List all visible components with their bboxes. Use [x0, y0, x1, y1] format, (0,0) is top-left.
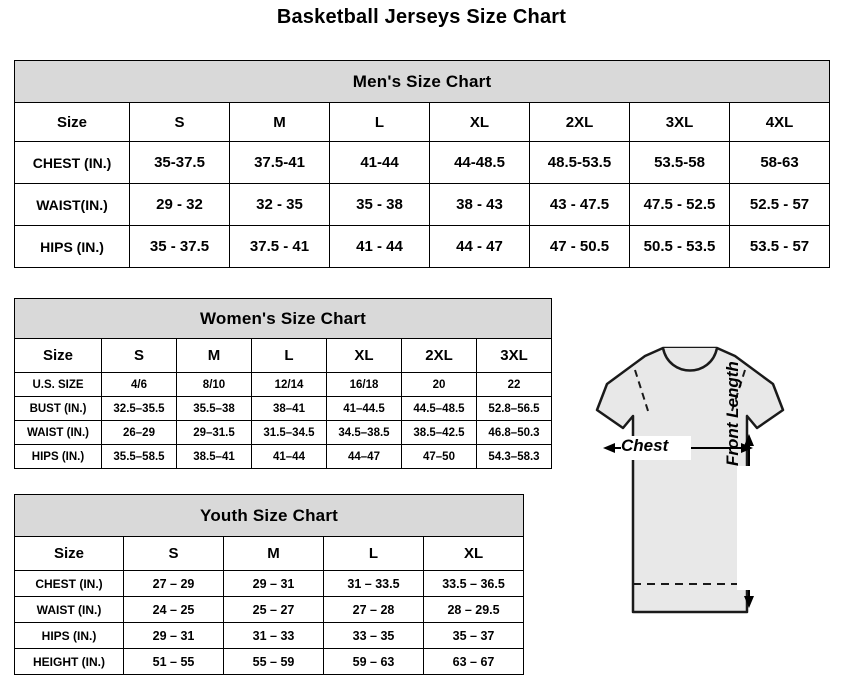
table-cell: 53.5-58 [630, 142, 730, 184]
table-cell: 50.5 - 53.5 [630, 226, 730, 268]
jersey-measurement-diagram [545, 336, 835, 671]
table-cell: 38–41 [252, 397, 327, 421]
table-row [15, 649, 524, 675]
table-cell: 4/6 [102, 373, 177, 397]
row-label: WAIST (IN.) [15, 597, 124, 623]
table-cell: 52.5 - 57 [730, 184, 830, 226]
youth-caption: Youth Size Chart [15, 495, 524, 537]
table-row [15, 142, 830, 184]
page-title: Basketball Jerseys Size Chart [276, 6, 567, 28]
row-label: CHEST (IN.) [15, 142, 130, 184]
table-cell: 29 - 32 [130, 184, 230, 226]
column-header: L [330, 103, 430, 142]
column-header: Size [15, 339, 102, 373]
table-cell: 29 – 31 [224, 571, 324, 597]
column-header: 2XL [530, 103, 630, 142]
row-label: HIPS (IN.) [15, 445, 102, 469]
table-cell: 20 [402, 373, 477, 397]
table-row [15, 184, 830, 226]
row-label: WAIST (IN.) [15, 421, 102, 445]
table-cell: 33 – 35 [324, 623, 424, 649]
table-cell: 35-37.5 [130, 142, 230, 184]
table-cell: 47–50 [402, 445, 477, 469]
table-header-row [15, 103, 830, 142]
table-header-row [15, 339, 552, 373]
table-cell: 37.5 - 41 [230, 226, 330, 268]
row-label: WAIST(IN.) [15, 184, 130, 226]
table-cell: 29–31.5 [177, 421, 252, 445]
column-header: S [124, 537, 224, 571]
table-cell: 29 – 31 [124, 623, 224, 649]
table-cell: 58-63 [730, 142, 830, 184]
table-cell: 44–47 [327, 445, 402, 469]
table-row [15, 397, 552, 421]
table-cell: 35 - 37.5 [130, 226, 230, 268]
column-header: M [230, 103, 330, 142]
table-cell: 32.5–35.5 [102, 397, 177, 421]
row-label: CHEST (IN.) [15, 571, 124, 597]
mens-size-chart-table [14, 60, 830, 268]
table-cell: 55 – 59 [224, 649, 324, 675]
womens-caption: Women's Size Chart [15, 299, 552, 339]
table-cell: 27 – 28 [324, 597, 424, 623]
womens-size-chart-table [14, 298, 552, 469]
table-cell: 28 – 29.5 [424, 597, 524, 623]
table-cell: 31.5–34.5 [252, 421, 327, 445]
table-row [15, 421, 552, 445]
table-cell: 53.5 - 57 [730, 226, 830, 268]
table-row [15, 571, 524, 597]
column-header: M [224, 537, 324, 571]
table-cell: 27 – 29 [124, 571, 224, 597]
table-caption-row [15, 299, 552, 339]
table-cell: 31 – 33.5 [324, 571, 424, 597]
column-header: L [252, 339, 327, 373]
jersey-illustration-svg [545, 336, 835, 671]
table-row [15, 373, 552, 397]
column-header: Size [15, 103, 130, 142]
table-cell: 33.5 – 36.5 [424, 571, 524, 597]
table-cell: 44 - 47 [430, 226, 530, 268]
column-header: 3XL [630, 103, 730, 142]
table-cell: 54.3–58.3 [477, 445, 552, 469]
table-cell: 35 - 38 [330, 184, 430, 226]
table-cell: 37.5-41 [230, 142, 330, 184]
table-row [15, 597, 524, 623]
table-cell: 47 - 50.5 [530, 226, 630, 268]
table-cell: 52.8–56.5 [477, 397, 552, 421]
column-header: Size [15, 537, 124, 571]
table-cell: 41 - 44 [330, 226, 430, 268]
table-caption-row [15, 61, 830, 103]
table-cell: 8/10 [177, 373, 252, 397]
table-cell: 32 - 35 [230, 184, 330, 226]
table-cell: 38 - 43 [430, 184, 530, 226]
table-cell: 38.5–41 [177, 445, 252, 469]
table-cell: 16/18 [327, 373, 402, 397]
row-label: BUST (IN.) [15, 397, 102, 421]
mens-caption: Men's Size Chart [15, 61, 830, 103]
table-cell: 25 – 27 [224, 597, 324, 623]
column-header: XL [430, 103, 530, 142]
column-header: M [177, 339, 252, 373]
table-cell: 38.5–42.5 [402, 421, 477, 445]
table-caption-row [15, 495, 524, 537]
table-cell: 41–44.5 [327, 397, 402, 421]
table-cell: 41-44 [330, 142, 430, 184]
table-header-row [15, 537, 524, 571]
table-cell: 26–29 [102, 421, 177, 445]
table-cell: 12/14 [252, 373, 327, 397]
table-cell: 59 – 63 [324, 649, 424, 675]
column-header: 4XL [730, 103, 830, 142]
table-cell: 44.5–48.5 [402, 397, 477, 421]
column-header: S [130, 103, 230, 142]
table-cell: 35 – 37 [424, 623, 524, 649]
column-header: L [324, 537, 424, 571]
table-cell: 34.5–38.5 [327, 421, 402, 445]
table-row [15, 623, 524, 649]
table-cell: 46.8–50.3 [477, 421, 552, 445]
table-row [15, 226, 830, 268]
table-cell: 51 – 55 [124, 649, 224, 675]
row-label: HIPS (IN.) [15, 623, 124, 649]
column-header: XL [424, 537, 524, 571]
table-cell: 22 [477, 373, 552, 397]
front-length-measurement-label: Front Length [723, 361, 742, 466]
table-cell: 48.5-53.5 [530, 142, 630, 184]
table-cell: 63 – 67 [424, 649, 524, 675]
table-cell: 44-48.5 [430, 142, 530, 184]
row-label: U.S. SIZE [15, 373, 102, 397]
table-cell: 31 – 33 [224, 623, 324, 649]
chest-measurement-label: Chest [621, 436, 669, 455]
column-header: XL [327, 339, 402, 373]
row-label: HIPS (IN.) [15, 226, 130, 268]
column-header: 2XL [402, 339, 477, 373]
table-cell: 35.5–58.5 [102, 445, 177, 469]
table-cell: 43 - 47.5 [530, 184, 630, 226]
column-header: S [102, 339, 177, 373]
row-label: HEIGHT (IN.) [15, 649, 124, 675]
table-cell: 24 – 25 [124, 597, 224, 623]
table-cell: 47.5 - 52.5 [630, 184, 730, 226]
column-header: 3XL [477, 339, 552, 373]
front-length-label-bg [737, 466, 761, 590]
table-cell: 41–44 [252, 445, 327, 469]
table-cell: 35.5–38 [177, 397, 252, 421]
table-row [15, 445, 552, 469]
youth-size-chart-table [14, 494, 524, 675]
